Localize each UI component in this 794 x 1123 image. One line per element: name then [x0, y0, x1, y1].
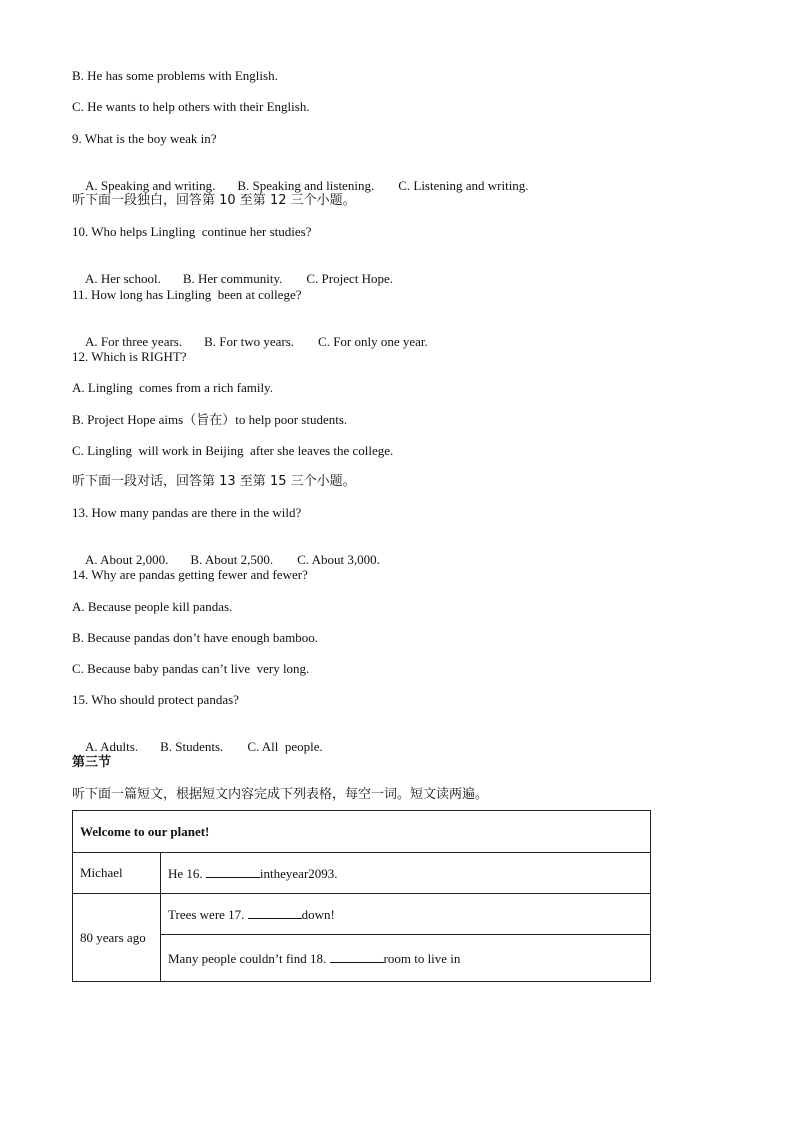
fill-in-table [72, 810, 651, 982]
blank-18[interactable] [330, 950, 384, 963]
table-row [73, 853, 651, 894]
q12-option-c: C. Lingling will work in Beijing after she leaves the college. [72, 443, 394, 458]
question-11: 11. How long has Lingling been at college? [72, 287, 302, 302]
q9-option-b: B. Speaking and listening. [237, 178, 375, 193]
instruction-13-15: 听下面一段对话，回答第 13 至第 15 三个小题。 [72, 474, 356, 489]
question-12: 12. Which is RIGHT? [72, 349, 187, 364]
q12-option-a: A. Lingling comes from a rich family. [72, 380, 273, 395]
q13-option-a: A. About 2,000. [85, 552, 169, 567]
row-label-80-years-ago: 80 years ago [73, 894, 161, 982]
table-header-row [73, 811, 651, 853]
q10-option-c: C. Project Hope. [306, 271, 394, 286]
question-13: 13. How many pandas are there in the wild? [72, 505, 302, 520]
q9-option-c: C. Listening and writing. [398, 178, 529, 193]
question-15: 15. Who should protect pandas? [72, 692, 239, 707]
instruction-10-12: 听下面一段独白，回答第 10 至第 12 三个小题。 [72, 193, 356, 208]
row-content-trees [161, 894, 651, 935]
q10-option-a: A. Her school. [85, 271, 161, 286]
table-title: Welcome to our planet! [73, 811, 651, 853]
q12-option-b: B. Project Hope aims（旨在）to help poor students. [72, 412, 348, 427]
q14-option-c: C. Because baby pandas can’t live very long. [72, 661, 310, 676]
blank-16-suffix: intheyear2093. [259, 865, 338, 881]
question-10: 10. Who helps Lingling continue her studies? [72, 224, 312, 239]
table-row [73, 894, 651, 935]
q10-option-b: B. Her community. [182, 271, 283, 286]
q15-option-b: B. Students. [160, 739, 224, 754]
q15-option-c: C. All people. [247, 739, 323, 754]
question-14: 14. Why are pandas getting fewer and fewer? [72, 567, 308, 582]
blank-16[interactable] [206, 865, 260, 878]
q13-option-b: B. About 2,500. [190, 552, 274, 567]
question-9: 9. What is the boy weak in? [72, 131, 217, 146]
q11-option-b: B. For two years. [204, 334, 295, 349]
section-heading: 第三节 [72, 755, 112, 770]
q8-option-c: C. He wants to help others with their English. [72, 99, 310, 114]
blank-16-prefix: He 16. [168, 865, 206, 881]
blank-18-suffix: room to live in [383, 950, 461, 966]
instruction-section-3: 听下面一篇短文，根据短文内容完成下列表格，每空一词。短文读两遍。 [72, 787, 489, 802]
blank-17-prefix: Trees were 17. [168, 906, 248, 922]
row-label-michael: Michael [73, 853, 161, 894]
q14-option-a: A. Because people kill pandas. [72, 599, 233, 614]
q8-option-b: B. He has some problems with English. [72, 68, 278, 83]
q11-option-a: A. For three years. [85, 334, 183, 349]
row-content-people [161, 935, 651, 982]
blank-17-suffix: down! [301, 906, 335, 922]
blank-17[interactable] [248, 906, 302, 919]
blank-18-prefix: Many people couldn’t find 18. [168, 950, 330, 966]
q11-option-c: C. For only one year. [318, 334, 428, 349]
q13-option-c: C. About 3,000. [297, 552, 380, 567]
q14-option-b: B. Because pandas don’t have enough bamboo. [72, 630, 318, 645]
row-content-michael [161, 853, 651, 894]
q9-option-a: A. Speaking and writing. [85, 178, 216, 193]
q15-option-a: A. Adults. [85, 739, 139, 754]
